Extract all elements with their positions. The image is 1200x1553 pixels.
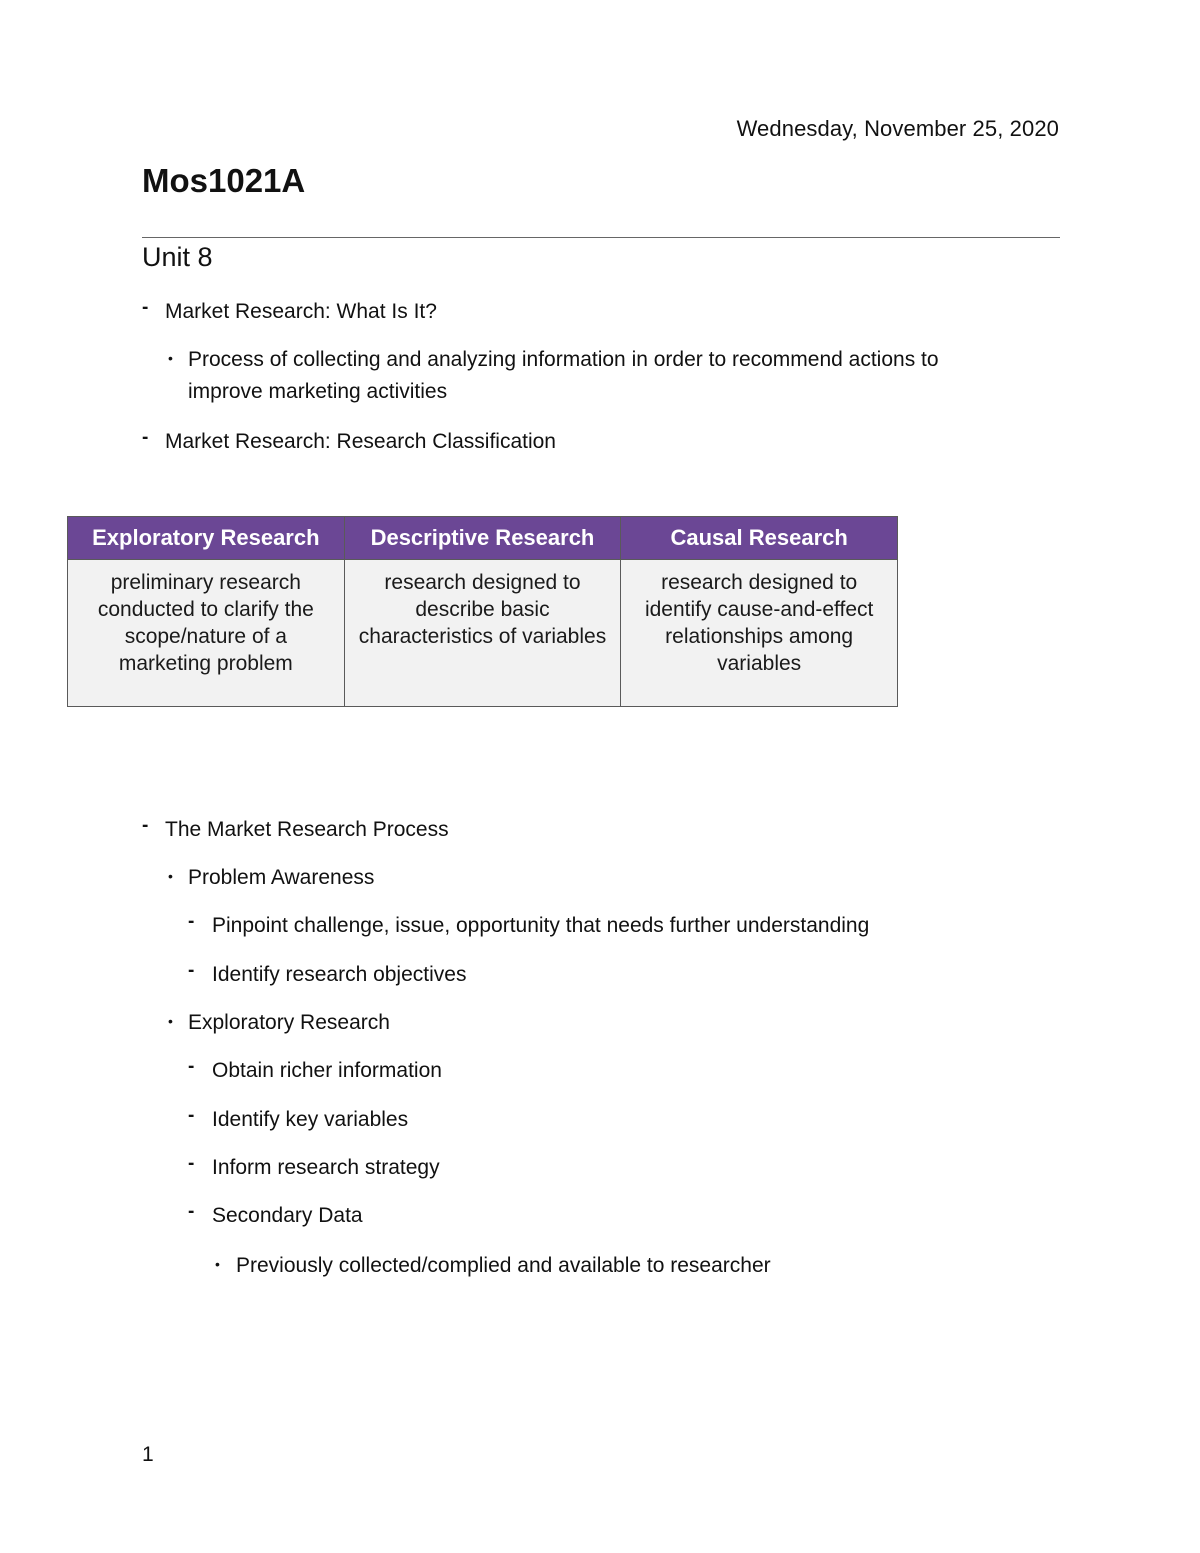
table-header-exploratory: Exploratory Research xyxy=(68,517,345,560)
bullet-marker: • xyxy=(215,1256,220,1272)
dash-marker: - xyxy=(142,427,149,448)
outline-subitem-definition: Process of collecting and analyzing information in order to recommend actions to xyxy=(188,348,939,371)
table-header-row xyxy=(68,517,898,560)
dash-marker: - xyxy=(188,911,195,932)
page-number: 1 xyxy=(142,1443,154,1466)
outline-detail-pinpoint: Pinpoint challenge, issue, opportunity that needs further understanding xyxy=(212,914,870,937)
unit-heading: Unit 8 xyxy=(142,242,213,272)
dash-marker: - xyxy=(188,1105,195,1126)
research-classification-table xyxy=(67,516,898,707)
title-divider xyxy=(142,237,1060,238)
bullet-marker: • xyxy=(168,868,173,884)
outline-detail-key-variables: Identify key variables xyxy=(212,1108,409,1131)
outline-detail-strategy: Inform research strategy xyxy=(212,1156,440,1179)
outline-item-process: The Market Research Process xyxy=(165,818,449,841)
outline-detail-objectives: Identify research objectives xyxy=(212,963,467,986)
dash-marker: - xyxy=(188,1153,195,1174)
outline-subitem-problem-awareness: Problem Awareness xyxy=(188,866,375,889)
bullet-marker: • xyxy=(168,350,173,366)
dash-marker: - xyxy=(188,1201,195,1222)
bullet-marker: • xyxy=(168,1013,173,1029)
outline-subitem-definition-continued: improve marketing activities xyxy=(188,380,448,403)
dash-marker: - xyxy=(188,1056,195,1077)
document-title: Mos1021A xyxy=(142,162,306,199)
table-row xyxy=(68,560,898,707)
document-date: Wednesday, November 25, 2020 xyxy=(736,116,1059,141)
dash-marker: - xyxy=(188,960,195,981)
dash-marker: - xyxy=(142,815,149,836)
table-header-causal: Causal Research xyxy=(621,517,898,560)
outline-subitem-exploratory: Exploratory Research xyxy=(188,1011,390,1034)
dash-marker: - xyxy=(142,297,149,318)
outline-detail-secondary-definition: Previously collected/complied and available to researcher xyxy=(236,1254,771,1277)
table-header-descriptive: Descriptive Research xyxy=(344,517,621,560)
outline-item-classification: Market Research: Research Classification xyxy=(165,430,556,453)
outline-detail-secondary-data: Secondary Data xyxy=(212,1204,363,1227)
table-cell-exploratory: preliminary research conducted to clarify the scope/nature of a marketing problem xyxy=(68,560,345,707)
outline-detail-richer-info: Obtain richer information xyxy=(212,1059,442,1082)
outline-item-what-is-it: Market Research: What Is It? xyxy=(165,300,437,323)
table-cell-causal: research designed to identify cause-and-effect relationships among variables xyxy=(621,560,898,707)
table-cell-descriptive: research designed to describe basic characteristics of variables xyxy=(344,560,621,707)
